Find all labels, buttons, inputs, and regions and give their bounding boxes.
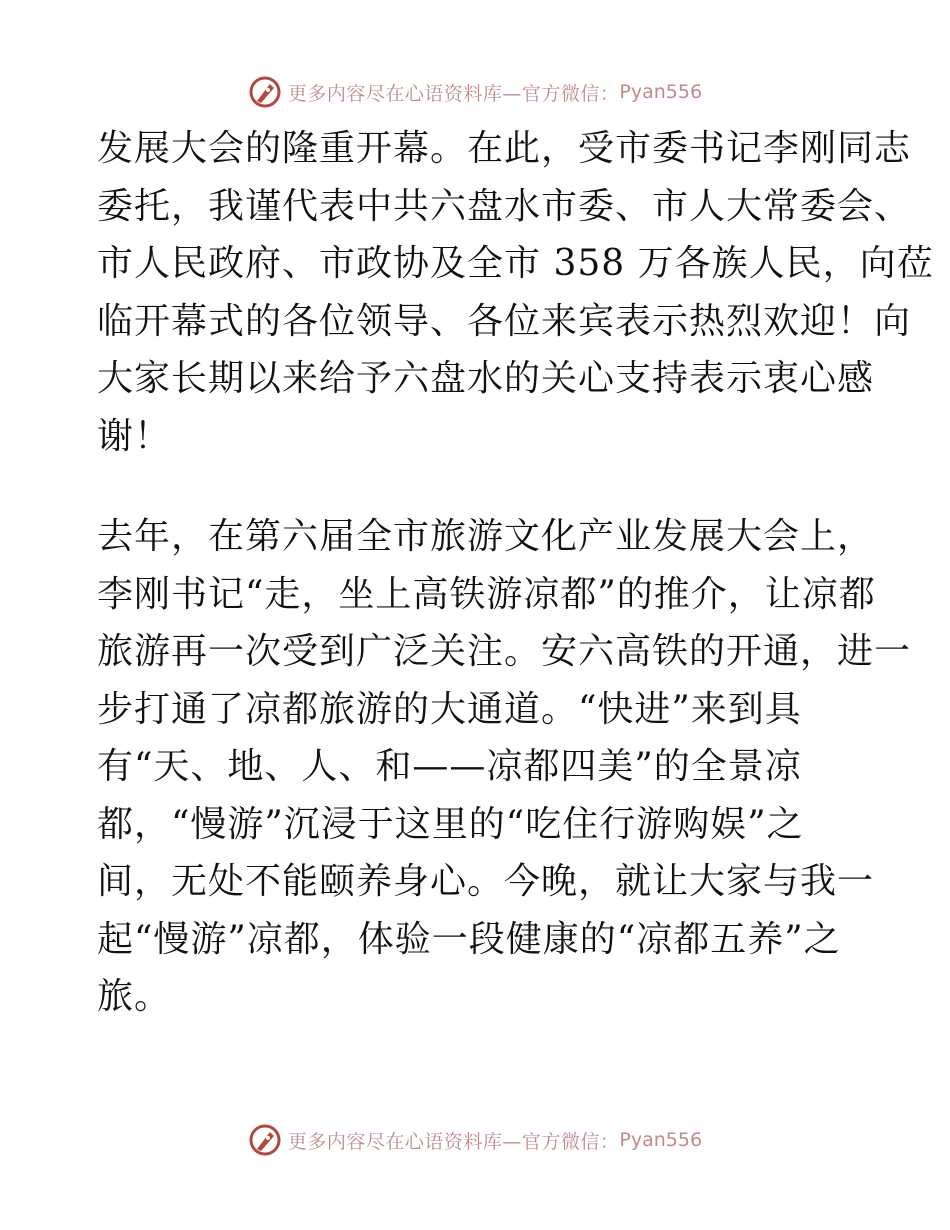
paragraph <box>97 120 934 465</box>
text-line: 有“天、地、人、和——凉都四美”的全景凉 <box>97 746 802 787</box>
text-line: 去年，在第六届全市旅游文化产业发展大会上， <box>97 516 875 557</box>
text-line: 临开幕式的各位领导、各位来宾表示热烈欢迎！向 <box>97 300 912 342</box>
paragraph <box>97 508 912 1026</box>
text-line: 旅游再一次受到广泛关注。安六高铁的开通，进一 <box>97 631 912 672</box>
text-line: 李刚书记“走，坐上高铁游凉都”的推介，让凉都 <box>97 573 876 615</box>
text-line: 市人民政府、市政协及全市 358 万各族人民，向莅 <box>97 243 934 284</box>
document-body <box>97 120 934 1026</box>
text-line: 委托，我谨代表中共六盘水市委、市人大常委会、 <box>97 185 912 227</box>
header-watermark <box>0 72 950 112</box>
text-line: 发展大会的隆重开幕。在此，受市委书记李刚同志 <box>97 128 912 169</box>
text-line: 间，无处不能颐养身心。今晚，就让大家与我一 <box>97 861 875 902</box>
text-line: 步打通了凉都旅游的大通道。“快进”来到具 <box>97 688 802 730</box>
text-line: 旅。 <box>97 976 172 1017</box>
watermark-text: 更多内容尽在心语资料库—官方微信： <box>287 1130 620 1153</box>
paragraph-spacer <box>97 465 857 508</box>
watermark-wechat-id: Pyan556 <box>619 1129 703 1151</box>
footer-watermark <box>0 1120 950 1160</box>
watermark-text: 更多内容尽在心语资料库—官方微信： <box>287 82 620 105</box>
text-line: 都，“慢游”沉浸于这里的“吃住行游购娱”之 <box>97 803 804 845</box>
text-line: 大家长期以来给予六盘水的关心支持表示衷心感 <box>97 358 875 399</box>
pen-nib-logo-icon <box>248 1123 282 1157</box>
text-line: 起“慢游”凉都，体验一段健康的“凉都五养”之 <box>97 918 841 960</box>
watermark-wechat-id: Pyan556 <box>619 81 703 103</box>
text-line: 谢！ <box>97 415 172 457</box>
pen-nib-logo-icon <box>248 75 282 109</box>
